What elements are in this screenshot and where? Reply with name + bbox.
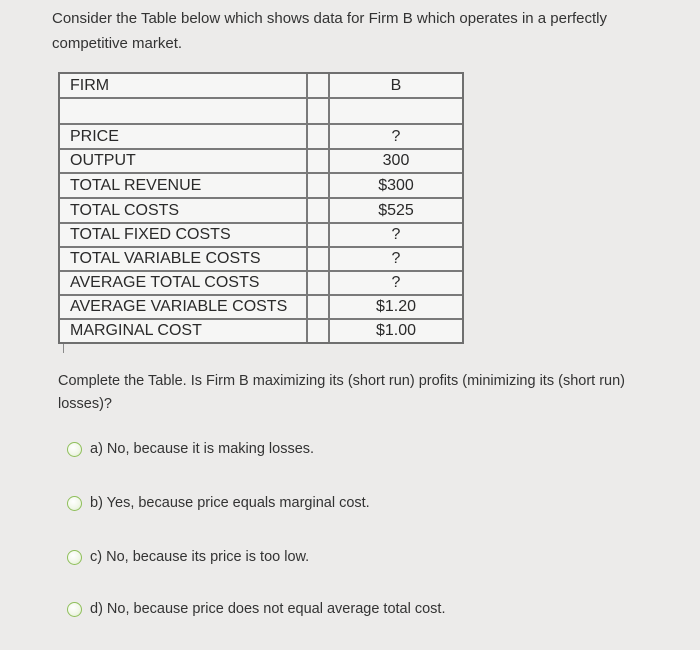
- row-label: TOTAL REVENUE: [60, 174, 308, 197]
- table-gap-cell: [308, 296, 330, 318]
- table-row-output: [60, 150, 462, 174]
- table-gap-cell: [308, 199, 330, 222]
- row-label: AVERAGE TOTAL COSTS: [60, 272, 308, 294]
- table-empty-row: [60, 99, 462, 125]
- table-row-total-fixed-costs: [60, 224, 462, 248]
- radio-button-icon[interactable]: [67, 602, 82, 617]
- row-value: ?: [391, 226, 401, 243]
- table-row-marginal-cost: [60, 320, 462, 342]
- table-gap-cell: [308, 320, 330, 342]
- row-label: TOTAL VARIABLE COSTS: [60, 248, 308, 270]
- table-header-row: [60, 74, 462, 99]
- row-value: ?: [391, 127, 401, 145]
- option-a-label: a) No, because it is making losses.: [90, 441, 315, 457]
- row-label: TOTAL FIXED COSTS: [60, 224, 308, 246]
- table-gap-cell: [308, 74, 330, 97]
- table-header-value: B: [390, 76, 402, 94]
- table-gap-cell: [308, 174, 330, 197]
- table-empty-value: [330, 99, 462, 123]
- radio-button-icon[interactable]: [67, 550, 82, 565]
- option-d[interactable]: [67, 601, 445, 617]
- table-row-total-variable-costs: [60, 248, 462, 272]
- table-row-price: [60, 125, 462, 150]
- row-label: AVERAGE VARIABLE COSTS: [60, 296, 308, 318]
- table-gap-cell: [308, 272, 330, 294]
- row-value: ?: [391, 274, 401, 291]
- option-b[interactable]: [67, 495, 370, 511]
- table-gap-cell: [308, 224, 330, 246]
- radio-button-icon[interactable]: [67, 442, 82, 457]
- row-value: $300: [378, 176, 414, 194]
- divider-tick: [63, 344, 64, 353]
- table-row-total-revenue: [60, 174, 462, 199]
- option-b-label: b) Yes, because price equals marginal cost.: [90, 495, 370, 511]
- row-label: PRICE: [60, 125, 308, 148]
- table-header-label: FIRM: [60, 74, 308, 97]
- radio-button-icon[interactable]: [67, 496, 82, 511]
- table-row-average-total-costs: [60, 272, 462, 296]
- option-d-label: d) No, because price does not equal average total cost.: [90, 601, 446, 617]
- row-value: $1.00: [375, 322, 417, 339]
- intro-text: Consider the Table below which shows data for Firm B which operates in a perfectly competitive market.: [52, 10, 607, 52]
- row-label: OUTPUT: [60, 150, 308, 172]
- table-gap-cell: [308, 248, 330, 270]
- table-gap-cell: [308, 150, 330, 172]
- row-value: 300: [382, 152, 410, 169]
- firm-data-table: [58, 72, 464, 344]
- row-value: ?: [391, 250, 401, 267]
- table-row-average-variable-costs: [60, 296, 462, 320]
- question-text: Complete the Table. Is Firm B maximizing its (short run) profits (minimizing its (short run) losses)?: [58, 373, 625, 412]
- option-a[interactable]: [67, 441, 314, 457]
- table-empty-label: [60, 99, 308, 123]
- row-value: $1.20: [375, 298, 417, 315]
- option-c[interactable]: [67, 549, 309, 565]
- row-label: TOTAL COSTS: [60, 199, 308, 222]
- table-row-total-costs: [60, 199, 462, 224]
- table-gap-cell: [308, 99, 330, 123]
- table-gap-cell: [308, 125, 330, 148]
- option-c-label: c) No, because its price is too low.: [90, 549, 310, 565]
- row-value: $525: [378, 201, 414, 219]
- row-label: MARGINAL COST: [60, 320, 308, 342]
